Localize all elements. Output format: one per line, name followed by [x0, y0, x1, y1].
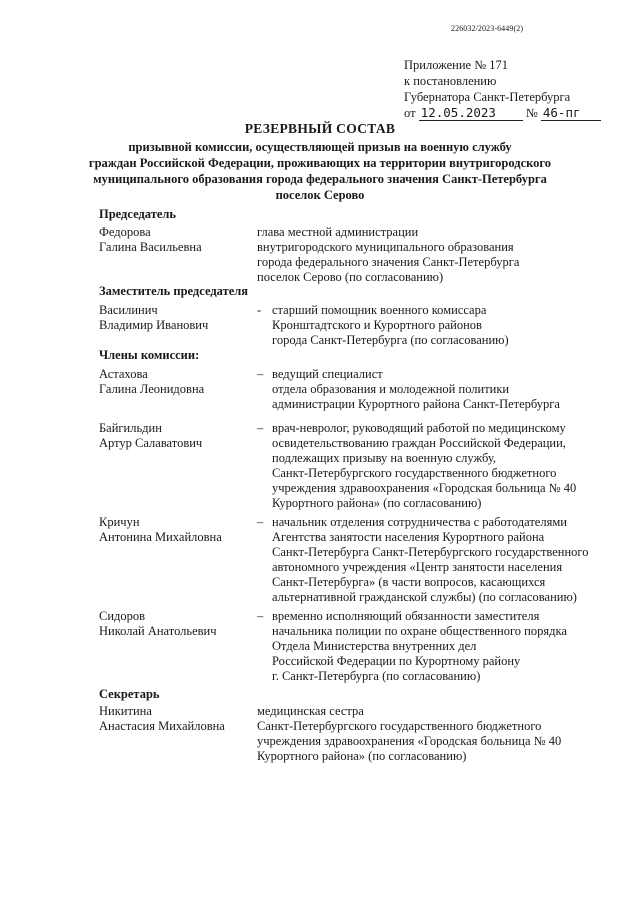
role-line: поселок Серово (по согласованию) — [257, 270, 444, 284]
appendix-date-line — [404, 105, 601, 121]
member-role — [272, 609, 640, 684]
role-line: начальника полиции по охране общественного порядка — [272, 624, 567, 638]
role-line: врач-невролог, руководящий работой по медицинскому — [272, 421, 566, 435]
member-name — [99, 515, 259, 545]
role-line: старший помощник военного комиссара — [272, 303, 487, 317]
appendix-line: к постановлению — [404, 74, 497, 88]
member-role — [257, 225, 627, 285]
subtitle-line: граждан Российской Федерации, проживающих на территории внутригородского — [88, 156, 552, 170]
appendix-line: Приложение № 171 — [404, 58, 509, 72]
member-name — [99, 704, 259, 734]
surname: Байгильдин — [99, 421, 162, 435]
role-line: Курортного района» (по согласованию) — [257, 749, 467, 763]
subtitle-line: поселок Серово — [275, 188, 365, 202]
number-value: 46-пг — [541, 106, 601, 121]
member-name — [99, 367, 259, 397]
role-line: Агентства занятости населения Курортного района — [272, 530, 545, 544]
document-title: РЕЗЕРВНЫЙ СОСТАВ — [244, 121, 396, 136]
surname: Никитина — [99, 704, 152, 718]
member-role — [272, 367, 640, 412]
given-name: Николай Анатольевич — [99, 624, 217, 638]
surname: Федорова — [99, 225, 151, 239]
role-line: учреждения здравоохранения «Городская больница № 40 — [257, 734, 562, 748]
role-line: администрации Курортного района Санкт-Петербурга — [272, 397, 560, 411]
member-entry — [99, 421, 619, 513]
member-role — [272, 515, 640, 605]
surname: Сидоров — [99, 609, 146, 623]
subtitle-line: муниципального образования города федерального значения Санкт-Петербурга — [93, 172, 547, 186]
given-name: Анастасия Михайловна — [99, 719, 225, 733]
given-name: Артур Салаватович — [99, 436, 203, 450]
role-line: Курортного района» (по согласованию) — [272, 496, 482, 510]
separator-dash: – — [257, 515, 264, 529]
document-subtitle — [0, 139, 640, 203]
date-prefix: от — [404, 106, 416, 120]
role-line: Санкт-Петербурга Санкт-Петербургского государственного — [272, 545, 589, 559]
role-line: временно исполняющий обязанности заместителя — [272, 609, 540, 623]
separator-dash: – — [257, 421, 264, 435]
document-number: 226032/2023-6449(2) — [451, 24, 524, 33]
section-heading-deputy: Заместитель председателя — [99, 284, 249, 298]
role-line: медицинская сестра — [257, 704, 364, 718]
separator-dash: – — [257, 367, 264, 381]
role-line: г. Санкт-Петербурга (по согласованию) — [272, 669, 481, 683]
section-heading-chair: Председатель — [99, 207, 177, 221]
role-line: начальник отделения сотрудничества с работодателями — [272, 515, 567, 529]
member-role — [257, 704, 627, 764]
role-line: глава местной администрации — [257, 225, 419, 239]
member-entry — [99, 367, 619, 414]
given-name: Галина Васильевна — [99, 240, 202, 254]
role-line: Санкт-Петербургского государственного бюджетного — [257, 719, 542, 733]
appendix-line: Губернатора Санкт-Петербурга — [404, 90, 571, 104]
section-heading-members: Члены комиссии: — [99, 348, 200, 362]
role-line: Санкт-Петербурга» (в части вопросов, касающихся — [272, 575, 546, 589]
section-heading-secretary: Секретарь — [99, 687, 160, 701]
role-line: города федерального значения Санкт-Петербурга — [257, 255, 520, 269]
appendix-block — [404, 57, 601, 121]
member-entry — [99, 515, 619, 607]
role-line: учреждения здравоохранения «Городская больница № 40 — [272, 481, 577, 495]
member-entry — [99, 609, 619, 686]
role-line: внутригородского муниципального образования — [257, 240, 514, 254]
role-line: автономного учреждения «Центр занятости населения — [272, 560, 563, 574]
separator-dash: – — [257, 609, 264, 623]
member-entry — [99, 303, 619, 350]
role-line: Санкт-Петербургского государственного бюджетного — [272, 466, 557, 480]
role-line: города Санкт-Петербурга (по согласованию) — [272, 333, 509, 347]
surname: Василинич — [99, 303, 158, 317]
given-name: Антонина Михайловна — [99, 530, 222, 544]
member-role — [272, 303, 640, 348]
role-line: альтернативной гражданской службы) (по согласованию) — [272, 590, 577, 604]
subtitle-line: призывной комиссии, осуществляющей призыв на военную службу — [128, 140, 512, 154]
member-entry — [99, 704, 619, 766]
role-line: Отдела Министерства внутренних дел — [272, 639, 477, 653]
surname: Кричун — [99, 515, 140, 529]
role-line: отдела образования и молодежной политики — [272, 382, 510, 396]
member-name — [99, 225, 259, 255]
given-name: Владимир Иванович — [99, 318, 209, 332]
member-name — [99, 609, 259, 639]
role-line: подлежащих призыву на военную службу, — [272, 451, 496, 465]
role-line: Российской Федерации по Курортному району — [272, 654, 521, 668]
member-entry — [99, 225, 619, 287]
role-line: Кронштадтского и Курортного районов — [272, 318, 482, 332]
date-value: 12.05.2023 — [419, 106, 523, 121]
given-name: Галина Леонидовна — [99, 382, 205, 396]
role-line: ведущий специалист — [272, 367, 383, 381]
member-name — [99, 421, 259, 451]
member-role — [272, 421, 640, 511]
member-name — [99, 303, 262, 333]
surname: Астахова — [99, 367, 148, 381]
role-line: освидетельствованию граждан Российской Федерации, — [272, 436, 566, 450]
number-prefix: № — [525, 106, 538, 120]
separator-dash: - — [257, 303, 262, 317]
